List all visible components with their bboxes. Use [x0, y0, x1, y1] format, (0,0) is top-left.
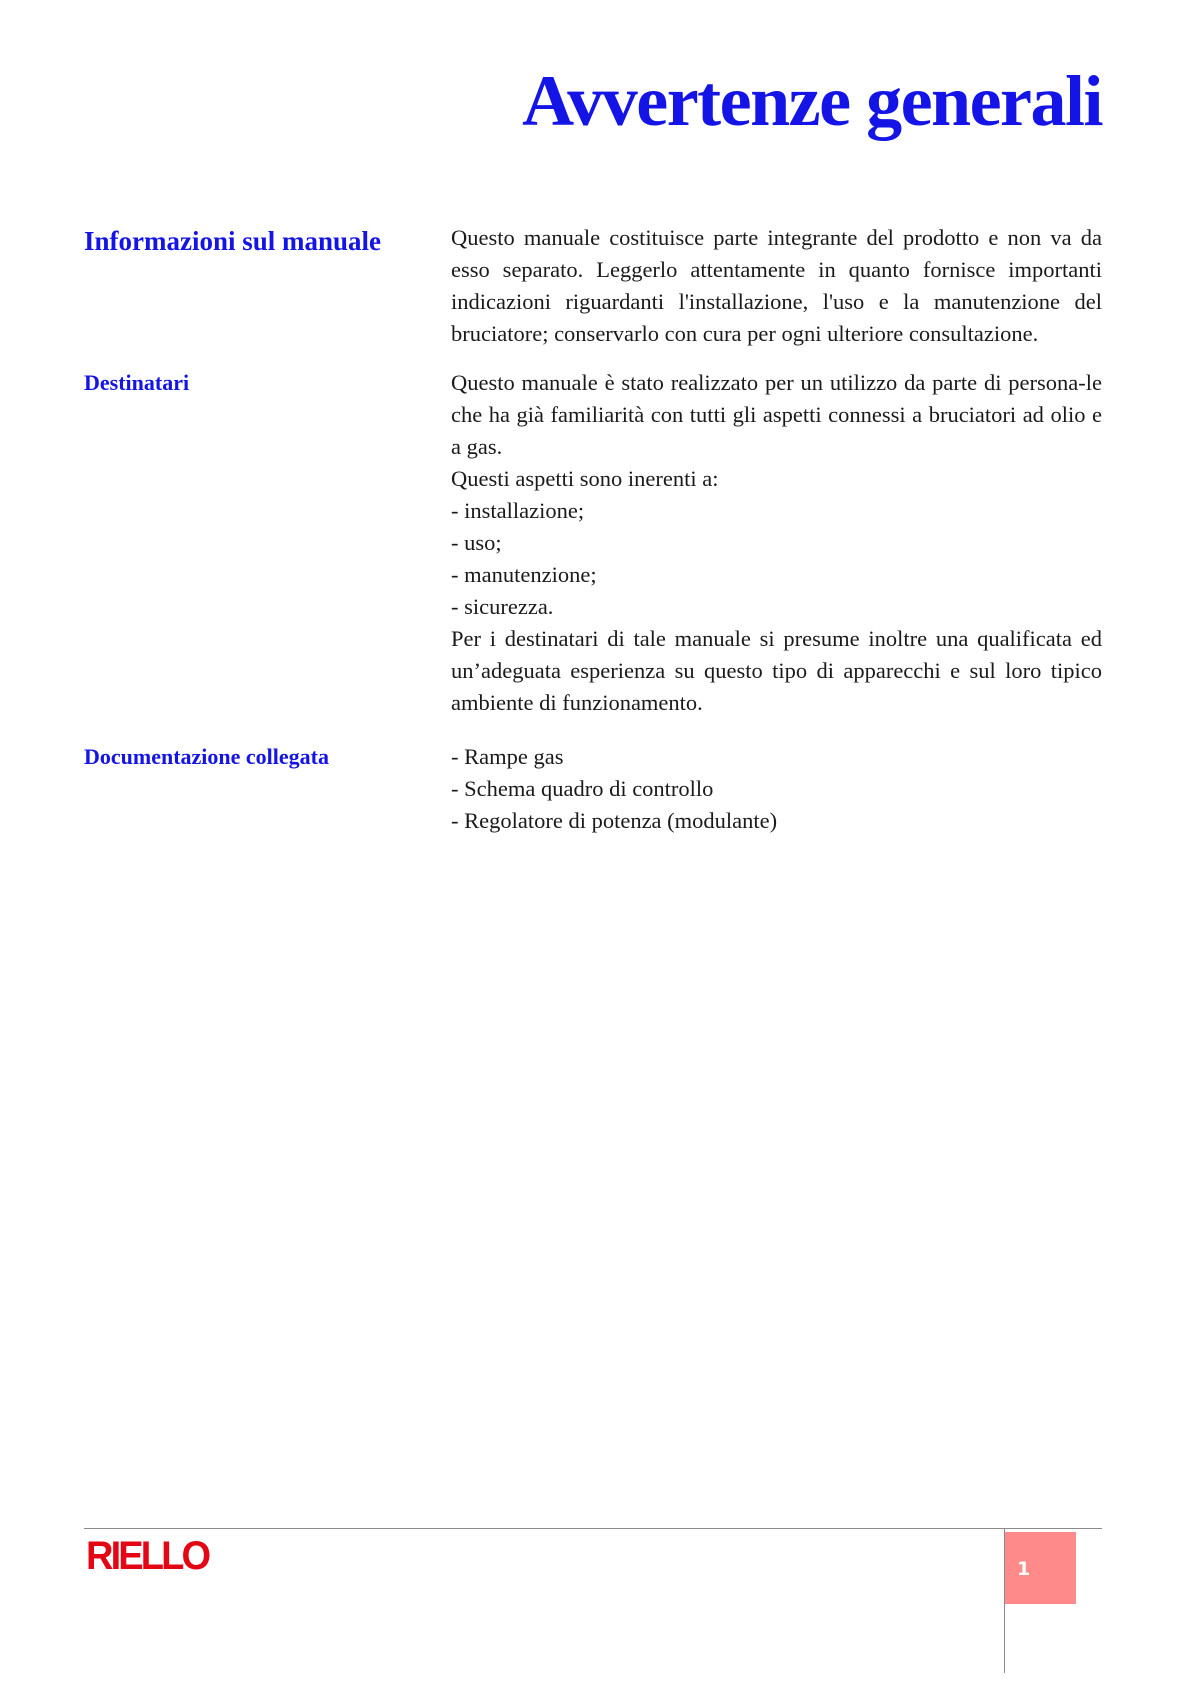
list-item: - Regolatore di potenza (modulante)	[451, 808, 778, 833]
footer-divider	[84, 1528, 1102, 1529]
paragraph: Per i destinatari di tale manuale si presume inoltre una qualificata ed un’adeguata esperienza su questo tipo di apparecchi e sul loro tipico ambiente di funzionamento.	[451, 626, 1102, 715]
section-body	[451, 222, 1102, 350]
list-item: - sicurezza.	[451, 594, 554, 619]
section-body	[451, 741, 1102, 837]
list-item: - installazione;	[451, 498, 585, 523]
list-item: - manutenzione;	[451, 562, 597, 587]
list-intro: Questi aspetti sono inerenti a:	[451, 466, 719, 491]
section-heading: Destinatari	[84, 370, 190, 395]
list-item: - Schema quadro di controllo	[451, 776, 714, 801]
paragraph: Questo manuale costituisce parte integrante del prodotto e non va da esso separato. Leggerlo attentamente in quanto fornisce importanti indicazioni riguardanti l'installazione, l'uso e la manutenzione del bruciatore; conservarlo con cura per ogni ulteriore consultazione.	[451, 225, 1102, 346]
list-item: - uso;	[451, 530, 502, 555]
page-title: Avvertenze generali	[522, 61, 1102, 141]
section-heading: Documentazione collegata	[84, 744, 329, 769]
section-body	[451, 367, 1102, 719]
riello-logo: RIELLO	[86, 1534, 209, 1578]
paragraph: Questo manuale è stato realizzato per un utilizzo da parte di persona-le che ha già familiarità con tutti gli aspetti connessi a bruciatori ad olio e a gas.	[451, 370, 1102, 459]
list-item: - Rampe gas	[451, 744, 564, 769]
page-number-box	[1005, 1532, 1076, 1604]
section-heading: Informazioni sul manuale	[84, 226, 382, 256]
page-number: 1	[1017, 1558, 1031, 1580]
